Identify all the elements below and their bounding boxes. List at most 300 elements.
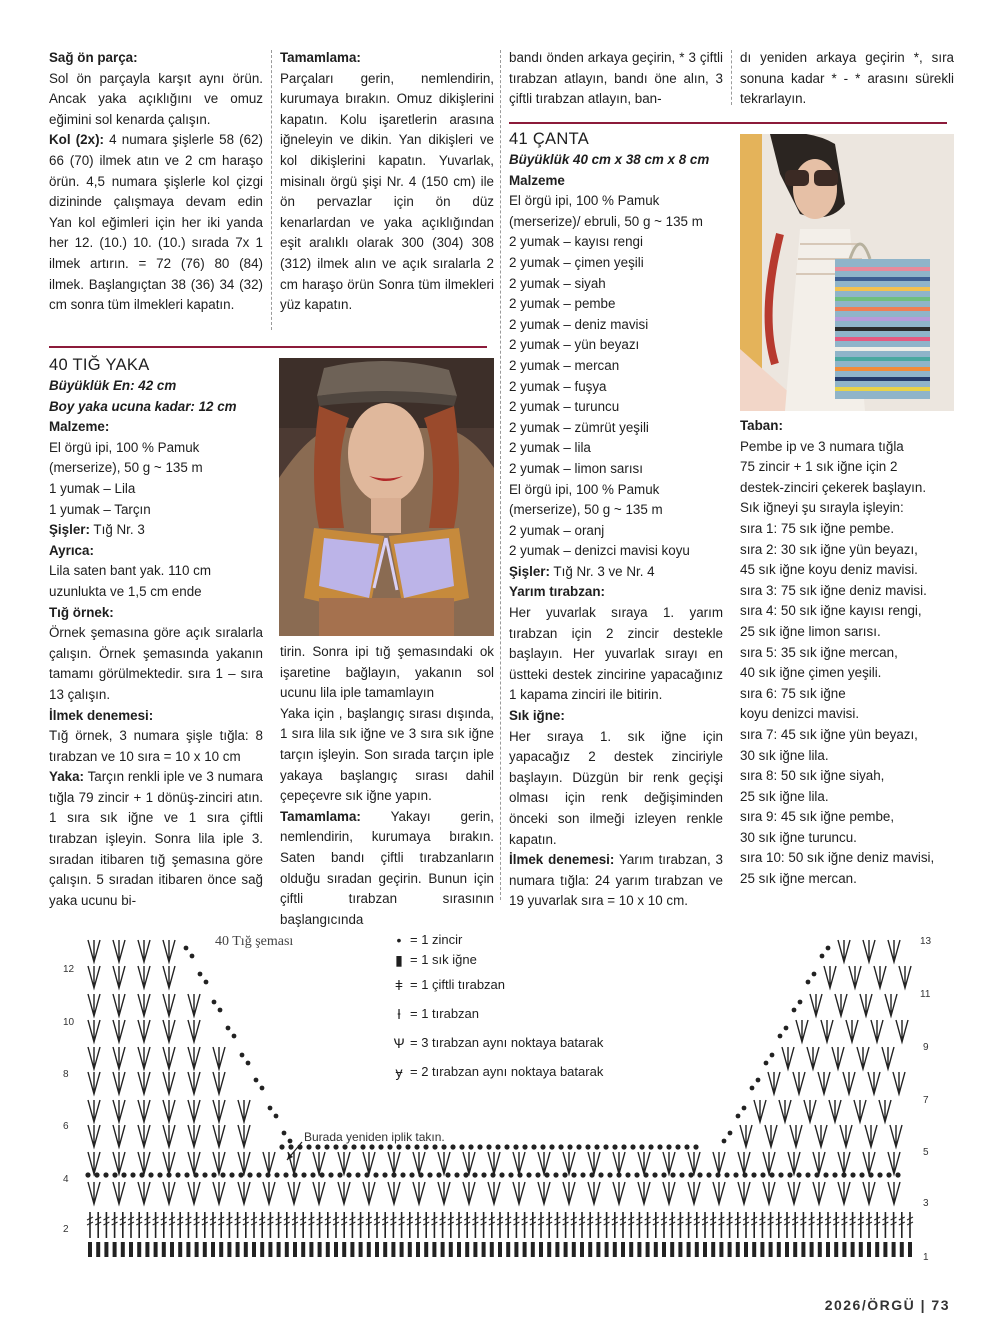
cluster-symbol xyxy=(263,1152,275,1174)
cluster-symbol xyxy=(849,966,861,988)
cluster-symbol xyxy=(638,1152,650,1174)
cluster-symbol xyxy=(824,966,836,988)
sc-symbol xyxy=(719,1242,723,1257)
base-line: sıra 3: 75 sık iğne deniz mavisi. xyxy=(740,582,927,598)
chain-symbol xyxy=(409,1172,414,1177)
cluster-symbol xyxy=(513,1152,525,1174)
sc-symbol xyxy=(416,1242,420,1257)
chain-symbol xyxy=(504,1144,509,1149)
single-crochet-icon: ▮ xyxy=(395,952,403,968)
legend-text: = 2 tırabzan aynı noktaya batarak xyxy=(410,1063,604,1079)
row-number-left: 4 xyxy=(63,1174,69,1185)
cluster-symbol xyxy=(263,1182,275,1204)
cluster-symbol xyxy=(88,1020,100,1042)
chain-symbol xyxy=(634,1172,639,1177)
sc-symbol xyxy=(760,1242,764,1257)
sc-symbol xyxy=(195,1242,199,1257)
cluster-symbol xyxy=(313,1152,325,1174)
chart-title: 40 Tığ şeması xyxy=(215,934,294,949)
base-line: sıra 1: 75 sık iğne pembe. xyxy=(740,520,895,536)
cluster-symbol xyxy=(113,1100,125,1122)
chain-symbol xyxy=(423,1144,428,1149)
cluster-symbol xyxy=(188,1072,200,1094)
sc-symbol xyxy=(129,1242,133,1257)
chain-symbol xyxy=(301,1172,306,1177)
cluster-symbol xyxy=(738,1152,750,1174)
row-number-left: 6 xyxy=(63,1121,69,1132)
sc-symbol xyxy=(334,1242,338,1257)
chain-symbol xyxy=(315,1144,320,1149)
row-number-left: 12 xyxy=(63,964,75,975)
chain-symbol xyxy=(274,1172,279,1177)
chain-symbol xyxy=(463,1172,468,1177)
chain-symbol xyxy=(184,1172,189,1177)
cluster-symbol xyxy=(463,1182,475,1204)
column-separator-1 xyxy=(271,50,272,330)
chain-symbol xyxy=(486,1144,491,1149)
cluster-symbol xyxy=(810,994,822,1016)
sc-symbol xyxy=(678,1242,682,1257)
cluster-symbol xyxy=(713,1152,725,1174)
cluster-symbol xyxy=(740,1125,752,1147)
legend-row xyxy=(388,970,603,999)
bag-size: Büyüklük 40 cm x 38 cm x 8 cm xyxy=(509,152,710,167)
sc-symbol xyxy=(104,1242,108,1257)
cluster-symbol xyxy=(163,1182,175,1204)
chain-symbol xyxy=(760,1172,765,1177)
cluster-symbol xyxy=(163,1047,175,1069)
sc-symbol xyxy=(260,1242,264,1257)
row-number-right: 13 xyxy=(920,936,932,947)
chain-symbol xyxy=(850,1172,855,1177)
cluster-symbol xyxy=(88,1125,100,1147)
cluster-symbol xyxy=(893,1072,905,1094)
cluster-symbol xyxy=(782,1047,794,1069)
cluster-symbol xyxy=(813,1182,825,1204)
sleeve-label: Kol (2x): xyxy=(49,132,104,148)
chain-symbol xyxy=(639,1144,644,1149)
chain-symbol xyxy=(211,1172,216,1177)
chain-symbol xyxy=(886,1172,891,1177)
cluster-symbol xyxy=(188,1020,200,1042)
bag-material-yarn-1: El örgü ipi, 100 % Pamuk (merserize)/ ebruli, 50 g ~ 135 m xyxy=(509,193,703,229)
chain-symbol xyxy=(238,1172,243,1177)
chain-symbol xyxy=(112,1172,117,1177)
collar-material-lila: 1 yumak – Lila xyxy=(49,480,136,496)
base-line: 25 sık iğne limon sarısı. xyxy=(740,623,881,639)
cluster-symbol xyxy=(163,1125,175,1147)
cluster-symbol xyxy=(163,1152,175,1174)
sc-symbol xyxy=(391,1242,395,1257)
chain-symbol xyxy=(396,1144,401,1149)
chain-symbol xyxy=(373,1172,378,1177)
cluster-symbol xyxy=(213,1100,225,1122)
cluster-symbol xyxy=(563,1182,575,1204)
legend-row xyxy=(388,930,603,950)
sc-symbol xyxy=(596,1242,600,1257)
three-treble-cluster-icon: Ѱ xyxy=(393,1034,405,1051)
cluster-symbol xyxy=(213,1125,225,1147)
sc-symbol xyxy=(687,1242,691,1257)
cluster-symbol xyxy=(113,994,125,1016)
chain-symbol xyxy=(751,1172,756,1177)
sc-symbol xyxy=(695,1242,699,1257)
chain-symbol xyxy=(607,1172,612,1177)
cluster-symbol xyxy=(857,1047,869,1069)
chain-symbol xyxy=(445,1172,450,1177)
chain-symbol xyxy=(895,1172,900,1177)
sc-symbol xyxy=(621,1242,625,1257)
chain-symbol xyxy=(342,1144,347,1149)
sc-symbol xyxy=(441,1242,445,1257)
chain-symbol xyxy=(688,1172,693,1177)
sc-symbol xyxy=(301,1242,305,1257)
base-line: sıra 8: 50 sık iğne siyah, xyxy=(740,768,885,784)
row-number-right: 9 xyxy=(923,1042,929,1053)
column-2-continued xyxy=(280,642,494,930)
chain-symbol xyxy=(585,1144,590,1149)
sc-symbol xyxy=(449,1242,453,1257)
sc-symbol xyxy=(252,1242,256,1257)
base-line: 30 sık iğne lila. xyxy=(740,747,829,763)
cluster-symbol xyxy=(313,1182,325,1204)
column-3 xyxy=(509,128,723,912)
base-line: 30 sık iğne turuncu. xyxy=(740,829,857,845)
chain-symbol xyxy=(468,1144,473,1149)
row-number-left: 2 xyxy=(63,1224,69,1235)
sc-symbol xyxy=(424,1242,428,1257)
row-number-right: 7 xyxy=(923,1095,929,1106)
chain-symbol xyxy=(400,1172,405,1177)
cluster-symbol xyxy=(88,1072,100,1094)
bag-material-sea-blue: 2 yumak – deniz mavisi xyxy=(509,316,649,332)
bag-needles-label: Şişler: xyxy=(509,563,550,579)
cluster-symbol xyxy=(188,1047,200,1069)
chain-symbol xyxy=(94,1172,99,1177)
sc-symbol xyxy=(432,1242,436,1257)
chain-symbol xyxy=(328,1172,333,1177)
chain-symbol xyxy=(679,1172,684,1177)
row-number-right: 11 xyxy=(920,989,931,1000)
row-number-left: 8 xyxy=(63,1069,69,1080)
cluster-symbol xyxy=(813,1152,825,1174)
cluster-symbol xyxy=(807,1047,819,1069)
sc-symbol xyxy=(801,1242,805,1257)
chain-symbol xyxy=(382,1172,387,1177)
bag-half: Her yuvarlak sıraya 1. yarım tırabzan için 2 zincir destekle başlayın. Her yuvarlak sırayı en üstteki destek zincirine yapacağınız 1 kapama zinciri ile bitirin. xyxy=(509,605,723,703)
cluster-symbol xyxy=(238,1125,250,1147)
cluster-symbol xyxy=(832,1047,844,1069)
chain-symbol xyxy=(346,1172,351,1177)
sc-symbol xyxy=(162,1242,166,1257)
cluster-symbol xyxy=(338,1152,350,1174)
collar-materials-label: Malzeme: xyxy=(49,419,110,435)
chain-symbol xyxy=(769,1172,774,1177)
chain-symbol xyxy=(499,1172,504,1177)
finish-text: Parçaları gerin, nemlendirin, kurumaya bırakın. Omuz dikişlerini kapatın. Kolu işaretlerin arasına iğneleyin ve dikin. Yan dikişleri ve kol dikişlerini kapatın. Yuvarlak, misinalı örgü şişi Nr. 4 (150 cm) ile ön pervazlar için ön düz kenarlardan ve yaka açıklığından eşit aralıklı olarak 300 (304) 308 (312) ilmek alın ve açık sıralarla 2 cm haraşo örün Sonra tüm ilmekleri yüz kapatın. xyxy=(280,70,494,313)
sc-symbol xyxy=(219,1242,223,1257)
cluster-symbol xyxy=(865,1125,877,1147)
sc-symbol xyxy=(736,1242,740,1257)
sc-symbol xyxy=(703,1242,707,1257)
bag-material-coral: 2 yumak – mercan xyxy=(509,357,620,373)
cluster-symbol xyxy=(238,1152,250,1174)
bag-material-orange: 2 yumak – turuncu xyxy=(509,399,620,415)
collar-also: Lila saten bant yak. 110 cm uzunlukta ve 1,5 cm ende xyxy=(49,563,212,599)
chain-symbol xyxy=(877,1172,882,1177)
sc-symbol xyxy=(88,1242,92,1257)
chain-symbol xyxy=(360,1144,365,1149)
double-treble-icon: ǂ xyxy=(394,976,404,993)
chain-symbol xyxy=(306,1144,311,1149)
cluster-symbol xyxy=(888,1152,900,1174)
bag-material-grass-green: 2 yumak – çimen yeşili xyxy=(509,254,644,270)
section-title-40: 40 TIĞ YAKA xyxy=(49,356,150,374)
cluster-symbol xyxy=(138,1152,150,1174)
cluster-symbol xyxy=(238,1182,250,1204)
cluster-symbol xyxy=(763,1152,775,1174)
cluster-symbol xyxy=(863,1152,875,1174)
sc-symbol xyxy=(473,1242,477,1257)
sc-symbol xyxy=(908,1242,912,1257)
cluster-symbol xyxy=(113,940,125,962)
sc-symbol xyxy=(777,1242,781,1257)
chart-note: Burada yeniden iplik takın. xyxy=(304,1130,445,1144)
chain-symbol xyxy=(247,1172,252,1177)
chain-symbol xyxy=(202,1172,207,1177)
sc-symbol xyxy=(498,1242,502,1257)
bag-needles: Tığ Nr. 3 ve Nr. 4 xyxy=(549,563,655,579)
chain-symbol xyxy=(558,1144,563,1149)
cluster-symbol xyxy=(163,994,175,1016)
cluster-symbol xyxy=(163,1072,175,1094)
base-line: 40 sık iğne çimen yeşili. xyxy=(740,665,882,681)
sc-symbol xyxy=(490,1242,494,1257)
sc-symbol xyxy=(834,1242,838,1257)
column-4-top xyxy=(740,48,954,110)
chain-symbol xyxy=(675,1144,680,1149)
cluster-symbol xyxy=(882,1047,894,1069)
cluster-symbol xyxy=(846,1020,858,1042)
base-line: sıra 6: 75 sık iğne xyxy=(740,685,846,701)
cluster-symbol xyxy=(754,1100,766,1122)
cluster-symbol xyxy=(488,1152,500,1174)
sc-symbol xyxy=(859,1242,863,1257)
cluster-symbol xyxy=(438,1182,450,1204)
chain-symbol xyxy=(175,1172,180,1177)
row-number-right: 5 xyxy=(923,1147,929,1158)
cluster-symbol xyxy=(874,966,886,988)
sc-symbol xyxy=(113,1242,117,1257)
chain-symbol xyxy=(454,1172,459,1177)
cluster-symbol xyxy=(188,1125,200,1147)
bag-material-lila: 2 yumak – lila xyxy=(509,440,591,456)
sc-symbol xyxy=(178,1242,182,1257)
cluster-symbol xyxy=(821,1020,833,1042)
bag-material-fuchsia: 2 yumak – fuşya xyxy=(509,378,607,394)
sc-symbol xyxy=(826,1242,830,1257)
cluster-symbol xyxy=(613,1152,625,1174)
chain-symbol xyxy=(796,1172,801,1177)
collar-gauge: Tığ örnek, 3 numara şişle tığla: 8 tırabzan ve 10 sıra = 10 x 10 cm xyxy=(49,728,263,764)
cluster-symbol xyxy=(88,1182,100,1204)
column-1-collar xyxy=(49,354,263,911)
sc-symbol xyxy=(408,1242,412,1257)
chain-symbol xyxy=(369,1144,374,1149)
cluster-symbol xyxy=(113,1125,125,1147)
collar-photo-image xyxy=(279,358,494,636)
sc-symbol xyxy=(613,1242,617,1257)
chain-symbol xyxy=(612,1144,617,1149)
column-4 xyxy=(740,416,960,890)
sc-symbol xyxy=(629,1242,633,1257)
chain-symbol xyxy=(693,1144,698,1149)
chain-symbol xyxy=(540,1144,545,1149)
bag-half-label: Yarım tırabzan: xyxy=(509,584,605,600)
collar-material-tarcin: 1 yumak – Tarçın xyxy=(49,501,151,517)
cluster-symbol xyxy=(388,1152,400,1174)
sc-symbol xyxy=(236,1242,240,1257)
chain-symbol xyxy=(670,1172,675,1177)
cluster-symbol xyxy=(363,1152,375,1174)
bag-material-apricot: 2 yumak – kayısı rengi xyxy=(509,234,643,250)
sc-symbol xyxy=(555,1242,559,1257)
cluster-symbol xyxy=(288,1182,300,1204)
chain-symbol xyxy=(157,1172,162,1177)
bag-material-black: 2 yumak – siyah xyxy=(509,275,606,291)
sc-symbol xyxy=(851,1242,855,1257)
cluster-symbol xyxy=(163,966,175,988)
page-footer: 2026/ÖRGÜ | 73 xyxy=(824,1297,950,1313)
cluster-symbol xyxy=(888,940,900,962)
row-number-right: 3 xyxy=(923,1198,929,1209)
sc-symbol xyxy=(883,1242,887,1257)
legend-row xyxy=(388,950,603,970)
sc-symbol xyxy=(227,1242,231,1257)
sc-symbol xyxy=(711,1242,715,1257)
section-rule-41 xyxy=(509,122,947,124)
cluster-symbol xyxy=(738,1182,750,1204)
sc-symbol xyxy=(203,1242,207,1257)
cluster-symbol xyxy=(879,1100,891,1122)
cluster-symbol xyxy=(638,1182,650,1204)
cluster-symbol xyxy=(899,966,911,988)
bag-material-navy: 2 yumak – denizci mavisi koyu xyxy=(509,543,690,559)
bag-gauge: Yarım tırabzan, 3 numara tığla: 24 yarım tırabzan ve 19 yuvarlak sıra = 10 x 10 cm. xyxy=(509,852,723,909)
sc-symbol xyxy=(769,1242,773,1257)
legend-row xyxy=(388,1057,603,1086)
sc-symbol xyxy=(400,1242,404,1257)
sc-symbol xyxy=(588,1242,592,1257)
sc-symbol xyxy=(580,1242,584,1257)
base-line: destek-zinciri çekerek başlayın. xyxy=(740,479,927,495)
cluster-symbol xyxy=(213,1047,225,1069)
chain-symbol xyxy=(310,1172,315,1177)
chain-symbol xyxy=(544,1172,549,1177)
column-separator-2 xyxy=(500,50,501,900)
base-line: Pembe ip ve 3 numara tığla xyxy=(740,438,904,454)
cluster-symbol xyxy=(538,1182,550,1204)
cluster-symbol xyxy=(88,940,100,962)
cluster-symbol xyxy=(338,1182,350,1204)
bag-material-lemon: 2 yumak – limon sarısı xyxy=(509,460,643,476)
cluster-symbol xyxy=(688,1182,700,1204)
cluster-symbol xyxy=(113,1152,125,1174)
cluster-symbol xyxy=(613,1182,625,1204)
sc-symbol xyxy=(637,1242,641,1257)
base-line: sıra 9: 45 sık iğne pembe, xyxy=(740,809,895,825)
cluster-symbol xyxy=(138,994,150,1016)
cluster-symbol xyxy=(88,1047,100,1069)
sc-symbol xyxy=(752,1242,756,1257)
sc-symbol xyxy=(293,1242,297,1257)
chain-symbol xyxy=(324,1144,329,1149)
cluster-symbol xyxy=(138,1072,150,1094)
chain-symbol xyxy=(697,1172,702,1177)
bag-photo xyxy=(740,134,954,411)
chain-symbol xyxy=(526,1172,531,1177)
collar-pattern-label: Tığ örnek: xyxy=(49,604,114,620)
collar-cont-1: tirin. Sonra ipi tığ şemasındaki ok işaretine bağlayın, yakanın sol ucunu lila iple tamamlayın xyxy=(280,644,494,701)
chain-symbol xyxy=(121,1172,126,1177)
cluster-symbol xyxy=(588,1182,600,1204)
sc-symbol xyxy=(818,1242,822,1257)
base-line: 45 sık iğne koyu deniz mavisi. xyxy=(740,562,918,578)
sleeve-text: 4 numara şişlerle 58 (62) 66 (70) ilmek atın ve 2 cm haraşo örün. 4,5 numara şişlerle kol çizgi dizininde çalışmaya devam edin Yan kol eğimleri için her iki yanda her 12. (10.) 10. (10.) sırada 7x 1 ilmek artırın. = 72 (76) 80 (84) ilmek. Başlangıçtan 38 (36) 34 (32) cm sonra tüm ilmekleri kapatın. xyxy=(49,132,263,313)
column-1 xyxy=(49,48,263,316)
cluster-symbol xyxy=(113,1047,125,1069)
cluster-symbol xyxy=(779,1100,791,1122)
cluster-symbol xyxy=(88,1152,100,1174)
column-2 xyxy=(280,48,494,316)
cluster-symbol xyxy=(513,1182,525,1204)
cluster-symbol xyxy=(838,1152,850,1174)
cluster-symbol xyxy=(663,1152,675,1174)
cluster-symbol xyxy=(588,1152,600,1174)
cluster-symbol xyxy=(188,1182,200,1204)
chain-dot-icon: • xyxy=(396,932,402,948)
collar-needles-label: Şişler: xyxy=(49,522,90,538)
sc-symbol xyxy=(457,1242,461,1257)
chain-symbol xyxy=(823,1172,828,1177)
cluster-symbol xyxy=(463,1152,475,1174)
bag-material-wool-white: 2 yumak – yün beyazı xyxy=(509,337,640,353)
cluster-symbol xyxy=(868,1072,880,1094)
cluster-symbol xyxy=(796,1020,808,1042)
chart-legend xyxy=(388,930,603,1086)
chain-symbol xyxy=(85,1172,90,1177)
sc-symbol xyxy=(121,1242,125,1257)
sc-symbol xyxy=(793,1242,797,1257)
cluster-symbol xyxy=(113,1020,125,1042)
chain-symbol xyxy=(805,1172,810,1177)
collar-material-yarn: El örgü ipi, 100 % Pamuk (merserize), 50 g ~ 135 m xyxy=(49,439,203,476)
cluster-symbol xyxy=(163,940,175,962)
chain-symbol xyxy=(787,1172,792,1177)
chain-symbol xyxy=(724,1172,729,1177)
collar-finish-text: Yakayı gerin, nemlendirin, kurumaya bırakın. Saten bandı çiftli tırabzanların olduğu sıradan geçirin. Bunun için çiftli tırabzan sırasının başlangıcında xyxy=(280,808,494,927)
sc-symbol xyxy=(646,1242,650,1257)
chain-symbol xyxy=(387,1144,392,1149)
collar-yaka-text: Tarçın renkli iple ve 3 numara tığla 79 zincir + 1 dönüş-zinciri atın. 1 sıra sık iğne ve 1 sıra çiftli tırabzan işleyin. Sonra lila iple 3. sıradan itibaren tığ şemasına göre çalışın. 5 sıradan itibaren önce sağ yaka ucunu bi- xyxy=(49,769,263,908)
chain-symbol xyxy=(351,1144,356,1149)
right-front-text: Sol ön parçayla karşıt aynı örün. Ancak yaka açıklığını ve omuz eğimini sol kenarda çalışın. xyxy=(49,70,263,127)
chain-symbol xyxy=(279,1144,284,1149)
cluster-symbol xyxy=(763,1182,775,1204)
cluster-symbol xyxy=(843,1072,855,1094)
chain-symbol xyxy=(859,1172,864,1177)
chain-symbol xyxy=(778,1172,783,1177)
